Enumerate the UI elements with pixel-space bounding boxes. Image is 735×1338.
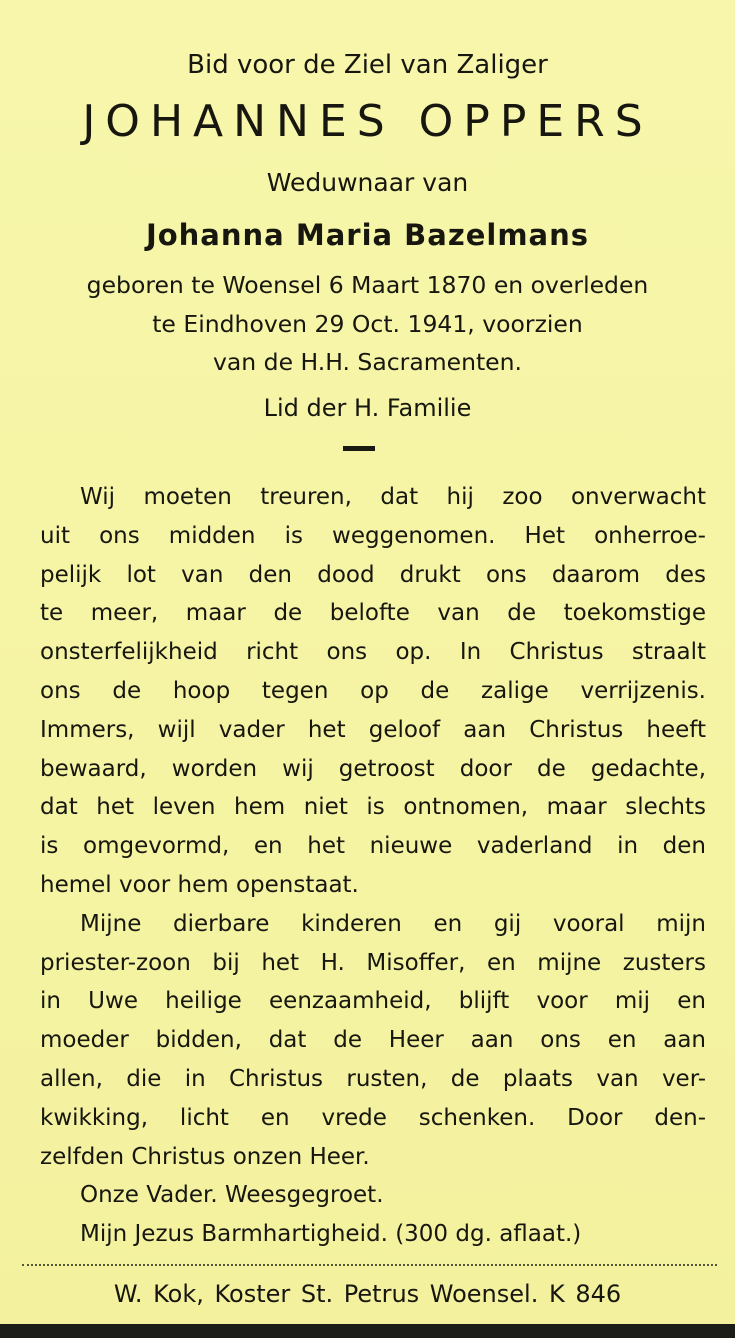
text-line: priester-zoon bij het H. Misoffer, en mijne zusters [40, 949, 706, 976]
life-line: van de H.H. Sacramenten. [212, 348, 523, 376]
text-line: Mijne dierbare kinderen en gij vooral mijn [80, 910, 706, 937]
memorial-text [40, 478, 706, 1254]
life-dates [0, 266, 735, 382]
text-line: onsterfelijkheid richt ons op. In Christus straalt [40, 639, 706, 666]
text-line: Immers, wijl vader het geloof aan Christus heeft [40, 716, 706, 743]
printer-credit: W. Kok, Koster St. Petrus Woensel. K 846 [113, 1280, 622, 1308]
text-line: allen, die in Christus rusten, de plaats van ver- [40, 1065, 706, 1092]
text-line: pelijk lot van den dood drukt ons daarom des [40, 561, 706, 588]
text-line: te meer, maar de belofte van de toekomstige [40, 600, 706, 627]
text-line: in Uwe heilige eenzaamheid, blijft voor mij en [40, 988, 706, 1015]
spouse-name: Johanna Maria Bazelmans [145, 218, 590, 252]
section-divider [343, 446, 375, 451]
text-line: dat het leven hem niet is ontnomen, maar slechts [40, 794, 706, 821]
footer-divider [22, 1264, 717, 1266]
widower-of-line: Weduwnaar van [266, 168, 469, 197]
text-line: bewaard, worden wij getroost door de gedachte, [40, 755, 706, 782]
text-line: moeder bidden, dat de Heer aan ons en aan [40, 1027, 706, 1054]
text-line: kwikking, licht en vrede schenken. Door den- [40, 1104, 706, 1131]
text-line: zelfden Christus onzen Heer. [40, 1143, 370, 1170]
membership-line: Lid der H. Familie [263, 394, 472, 422]
text-line: hemel voor hem openstaat. [40, 871, 359, 898]
text-line: is omgevormd, en het nieuwe vaderland in den [40, 833, 706, 860]
life-line: geboren te Woensel 6 Maart 1870 en overleden [86, 271, 649, 299]
invocation-line: Bid voor de Ziel van Zaliger [187, 50, 548, 80]
deceased-name: JOHANNES OPPERS [82, 96, 653, 147]
text-line: Wij moeten treuren, dat hij zoo onverwacht [80, 484, 706, 510]
text-line: ons de hoop tegen op de zalige verrijzenis. [40, 677, 706, 704]
card-bottom-edge [0, 1324, 735, 1338]
prayer-line: Onze Vader. Weesgegroet. [80, 1182, 384, 1209]
life-line: te Eindhoven 29 Oct. 1941, voorzien [152, 309, 583, 338]
text-line: uit ons midden is weggenomen. Het onherroe- [40, 522, 706, 549]
prayer-line: Mijn Jezus Barmhartigheid. (300 dg. aflaat.) [80, 1221, 582, 1248]
